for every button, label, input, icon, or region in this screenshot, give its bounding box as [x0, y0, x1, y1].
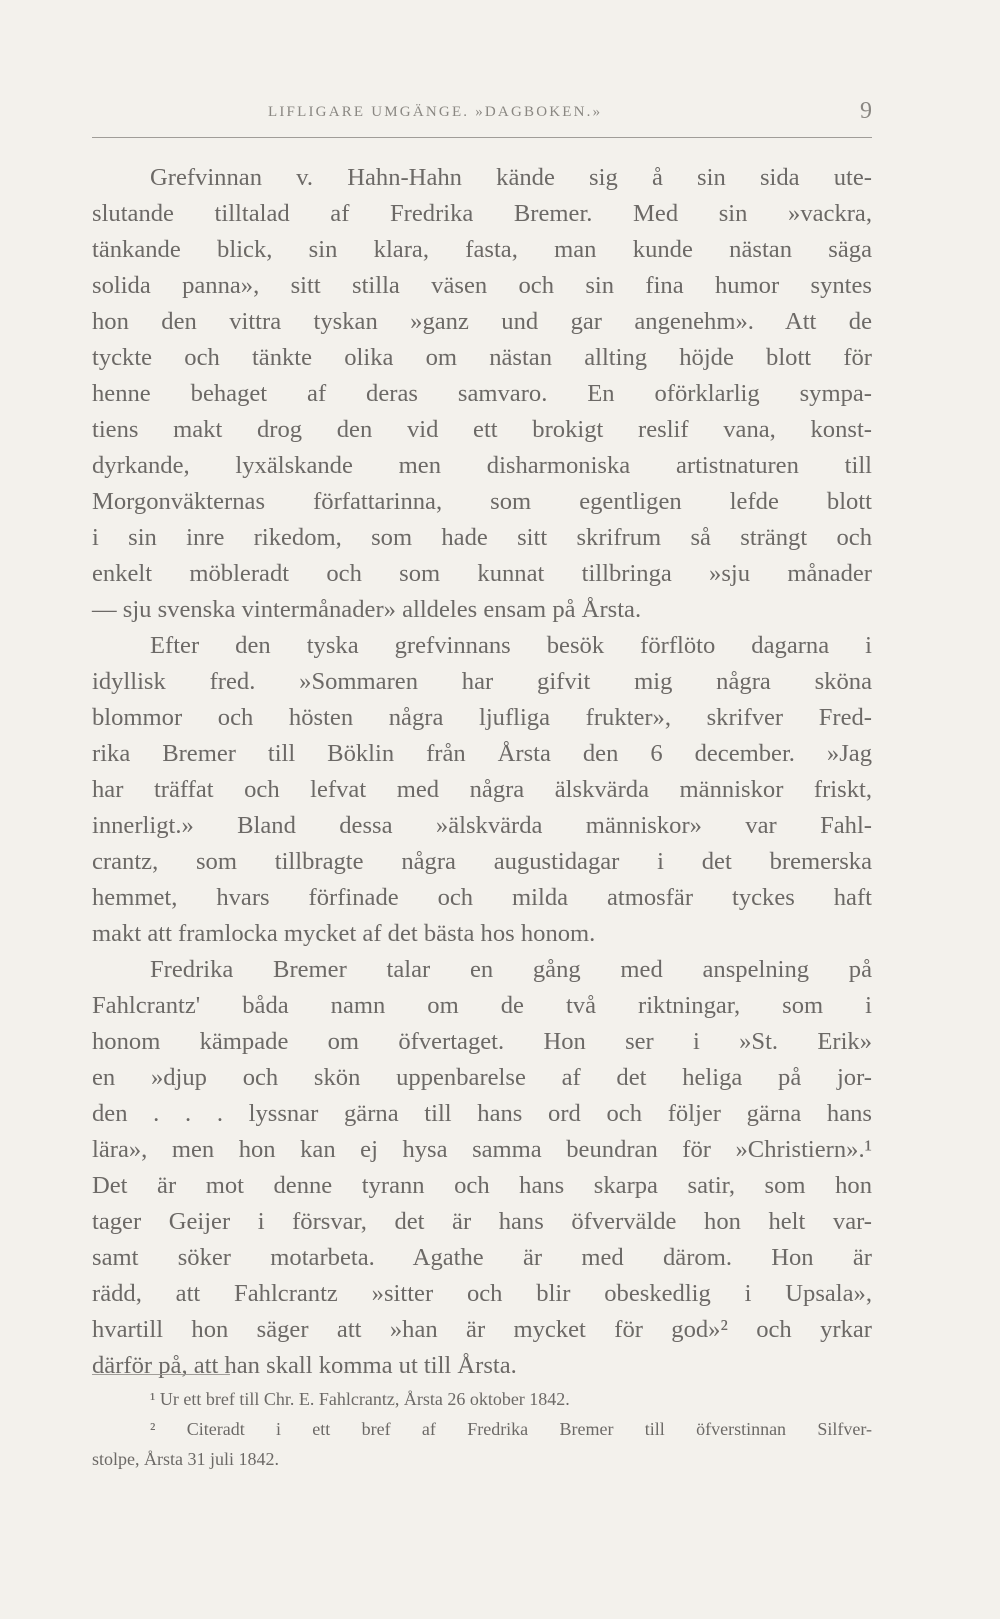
text-line: den . . . lyssnar gärna till hans ord och följer gärna hans	[92, 1100, 872, 1127]
text-line: innerligt.» Bland dessa »älskvärda människor» var Fahl-	[92, 812, 872, 839]
text-line: Det är mot denne tyrann och hans skarpa satir, som hon	[92, 1172, 872, 1199]
text-line: tänkande blick, sin klara, fasta, man kunde nästan säga	[92, 236, 872, 263]
page-header	[92, 98, 872, 132]
text-line: tyckte och tänkte olika om nästan allting höjde blott för	[92, 344, 872, 371]
footnote-line: stolpe, Årsta 31 juli 1842.	[92, 1449, 279, 1469]
text-line: därför på, att han skall komma ut till Årsta.	[92, 1352, 517, 1379]
footnotes	[92, 1384, 872, 1474]
text-line: blommor och hösten några ljufliga frukter», skrifver Fred-	[92, 704, 872, 731]
text-line: har träffat och lefvat med några älskvärda människor friskt,	[92, 776, 872, 803]
text-line: tiens makt drog den vid ett brokigt reslif vana, konst-	[92, 416, 872, 443]
header-rule	[92, 137, 872, 138]
text-line: slutande tilltalad af Fredrika Bremer. Med sin »vackra,	[92, 200, 872, 227]
text-line: lära», men hon kan ej hysa samma beundran för »Christiern».¹	[92, 1136, 872, 1163]
text-line: hemmet, hvars förfinade och milda atmosfär tyckes haft	[92, 884, 872, 911]
footnote-line: ¹ Ur ett bref till Chr. E. Fahlcrantz, Årsta 26 oktober 1842.	[150, 1389, 570, 1409]
footnote-line: ² Citeradt i ett bref af Fredrika Bremer till öfverstinnan Silfver-	[150, 1419, 872, 1439]
text-line: Grefvinnan v. Hahn-Hahn kände sig å sin sida ute-	[150, 164, 872, 191]
text-line: rika Bremer till Böklin från Årsta den 6 december. »Jag	[92, 740, 872, 767]
text-line: crantz, som tillbragte några augustidagar i det bremerska	[92, 848, 872, 875]
text-line: samt söker motarbeta. Agathe är med därom. Hon är	[92, 1244, 872, 1271]
text-line: Fahlcrantz' båda namn om de två riktningar, som i	[92, 992, 872, 1019]
text-line: i sin inre rikedom, som hade sitt skrifrum så strängt och	[92, 524, 872, 551]
page-number: 9	[860, 98, 872, 124]
text-line: hvartill hon säger att »han är mycket för god»² och yrkar	[92, 1316, 872, 1343]
text-line: hon den vittra tyskan »ganz und gar angenehm». Att de	[92, 308, 872, 335]
text-line: henne behaget af deras samvaro. En oförklarlig sympa-	[92, 380, 872, 407]
text-line: rädd, att Fahlcrantz »sitter och blir obeskedlig i Upsala»,	[92, 1280, 872, 1307]
body-text	[92, 160, 872, 1384]
text-line: — sju svenska vintermånader» alldeles ensam på Årsta.	[92, 596, 642, 623]
text-line: Morgonväkternas författarinna, som egentligen lefde blott	[92, 488, 872, 515]
text-line: tager Geijer i försvar, det är hans öfvervälde hon helt var-	[92, 1208, 872, 1235]
text-line: makt att framlocka mycket af det bästa hos honom.	[92, 920, 596, 947]
text-line: enkelt möbleradt och som kunnat tillbringa »sju månader	[92, 560, 872, 587]
text-line: solida panna», sitt stilla väsen och sin fina humor syntes	[92, 272, 872, 299]
text-line: honom kämpade om öfvertaget. Hon ser i »St. Erik»	[92, 1028, 872, 1055]
text-line: dyrkande, lyxälskande men disharmoniska artistnaturen till	[92, 452, 872, 479]
text-line: Efter den tyska grefvinnans besök förflöto dagarna i	[150, 632, 872, 659]
text-line: Fredrika Bremer talar en gång med anspelning på	[150, 956, 872, 983]
text-line: en »djup och skön uppenbarelse af det heliga på jor-	[92, 1064, 872, 1091]
running-title: LIFLIGARE UMGÄNGE. »DAGBOKEN.»	[268, 104, 603, 120]
text-line: idyllisk fred. »Sommaren har gifvit mig några sköna	[92, 668, 872, 695]
footnote-rule	[92, 1374, 230, 1375]
